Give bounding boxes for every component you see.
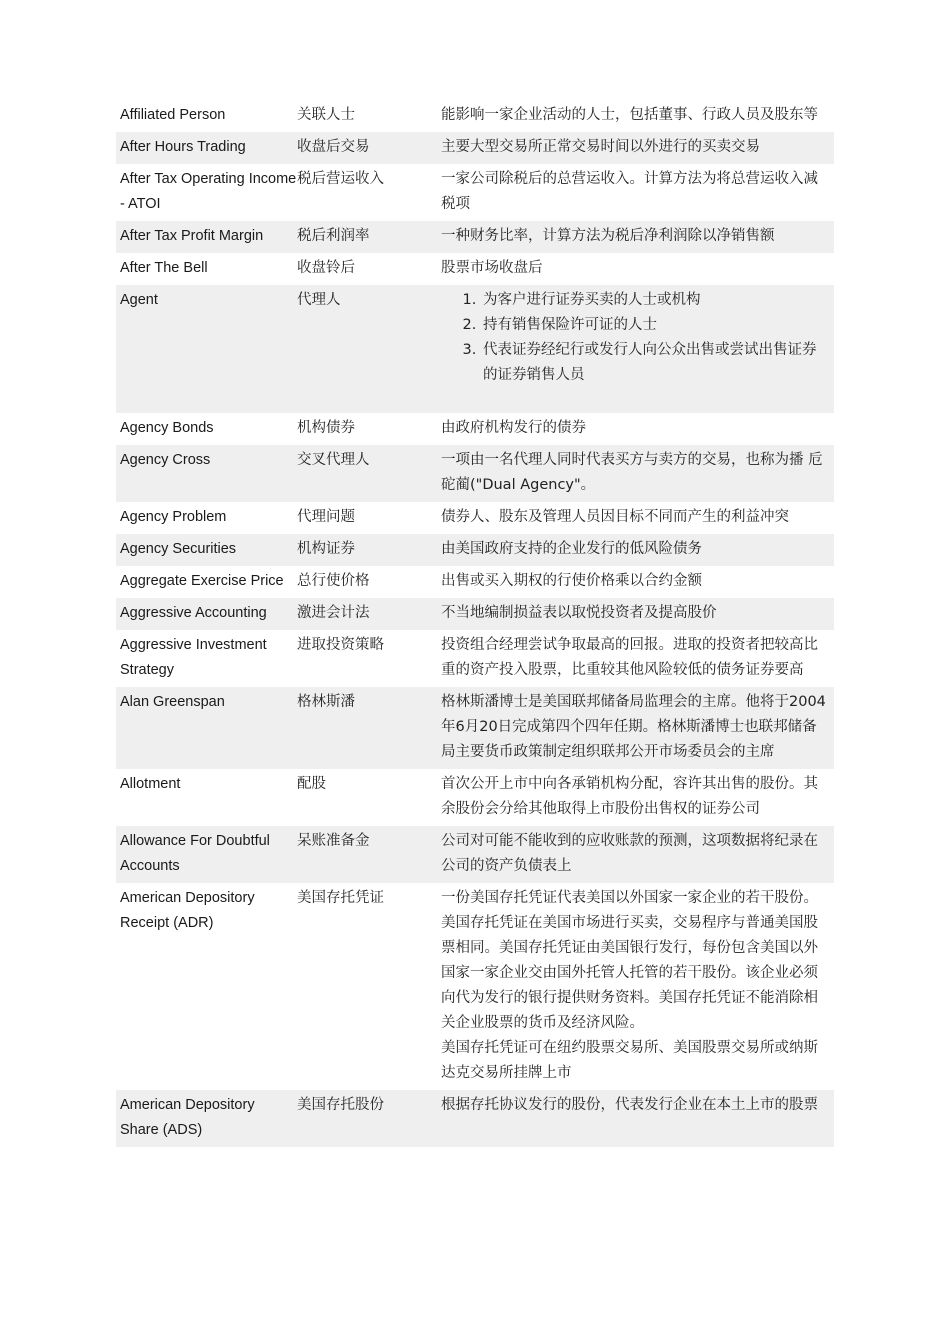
term-zh: 税后利润率 xyxy=(297,228,370,244)
glossary-row xyxy=(116,100,834,132)
term-en: Alan Greenspan xyxy=(120,694,225,710)
glossary-row xyxy=(116,445,834,502)
list-item: 1. 为客户进行证券买卖的人士或机构 xyxy=(481,288,826,313)
term-definition: 主要大型交易所正常交易时间以外进行的买卖交易 xyxy=(441,139,760,155)
term-zh: 激进会计法 xyxy=(297,605,370,621)
term-zh: 总行使价格 xyxy=(297,573,370,589)
term-en: After Tax Profit Margin xyxy=(120,228,264,244)
list-item: 3. 代表证券经纪行或发行人向公众出售或尝试出售证券的证券销售人员 xyxy=(481,338,826,388)
term-zh: 税后营运收入 xyxy=(297,171,384,187)
term-definition: 由政府机构发行的债券 xyxy=(441,420,586,436)
term-zh: 美国存托凭证 xyxy=(297,890,384,906)
glossary-row xyxy=(116,164,834,221)
term-zh: 代理问题 xyxy=(297,509,355,525)
term-definition: 首次公开上市中向各承销机构分配，容许其出售的股份。其余股份会分给其他取得上市股份出售权的证券公司 xyxy=(441,776,818,817)
list-item: 2. 持有销售保险许可证的人士 xyxy=(481,313,826,338)
glossary-row xyxy=(116,534,834,566)
term-en: Agency Securities xyxy=(120,541,237,557)
term-definition: 一份美国存托凭证代表美国以外国家一家企业的若干股份。美国存托凭证在美国市场进行买卖，交易程序与普通美国股票相同。美国存托凭证由美国银行发行，每份包含美国以外国家一家企业交由国外托管人托管的若干股份。该企业必须向代为发行的银行提供财务资料。美国存托凭证不能消除相关企业股票的货币及经济风险。 美国存托凭证可在纽约股票交易所、美国股票交易所或纳斯达克交易所挂牌上市 xyxy=(441,890,818,1081)
term-definition: 公司对可能不能收到的应收账款的预测，这项数据将纪录在公司的资产负债表上 xyxy=(441,833,818,874)
term-definition: 不当地编制损益表以取悦投资者及提高股价 xyxy=(441,605,717,621)
term-definition: 一家公司除税后的总营运收入。计算方法为将总营运收入减税项 xyxy=(441,171,818,212)
glossary-table xyxy=(116,100,834,1147)
definition-list xyxy=(441,288,826,388)
glossary-row xyxy=(116,769,834,826)
term-zh: 机构债券 xyxy=(297,420,355,436)
term-en: Allowance For Doubtful Accounts xyxy=(120,833,270,874)
term-zh: 关联人士 xyxy=(297,107,355,123)
term-en: American Depository Share (ADS) xyxy=(120,1097,255,1138)
term-definition xyxy=(441,288,834,388)
term-zh: 收盘后交易 xyxy=(297,139,370,155)
glossary-row xyxy=(116,883,834,1090)
term-zh: 配股 xyxy=(297,776,326,792)
term-en: American Depository Receipt (ADR) xyxy=(120,890,255,931)
glossary-row xyxy=(116,413,834,445)
term-zh: 呆账准备金 xyxy=(297,833,370,849)
glossary-row xyxy=(116,566,834,598)
term-definition: 一种财务比率，计算方法为税后净利润除以净销售额 xyxy=(441,228,775,244)
glossary-row xyxy=(116,253,834,285)
term-en: Affiliated Person xyxy=(120,107,226,123)
term-definition: 能影响一家企业活动的人士，包括董事、行政人员及股东等 xyxy=(441,107,818,123)
term-en: After Hours Trading xyxy=(120,139,246,155)
term-en: After Tax Operating Income - ATOI xyxy=(120,171,297,212)
term-zh: 代理人 xyxy=(297,292,341,308)
glossary-row xyxy=(116,1090,834,1147)
term-zh: 美国存托股份 xyxy=(297,1097,384,1113)
term-en: Agency Bonds xyxy=(120,420,214,436)
term-zh: 进取投资策略 xyxy=(297,637,384,653)
term-zh: 机构证券 xyxy=(297,541,355,557)
term-definition: 一项由一名代理人同时代表买方与卖方的交易，也称为播 卮 砣蔺("Dual Agency"。 xyxy=(441,452,823,493)
term-en: Aggressive Investment Strategy xyxy=(120,637,267,678)
glossary-row xyxy=(116,221,834,253)
term-definition: 股票市场收盘后 xyxy=(441,260,543,276)
term-definition: 根据存托协议发行的股份，代表发行企业在本土上市的股票 xyxy=(441,1097,818,1113)
term-en: Aggregate Exercise Price xyxy=(120,573,284,589)
term-en: Allotment xyxy=(120,776,181,792)
glossary-row xyxy=(116,132,834,164)
term-zh: 收盘铃后 xyxy=(297,260,355,276)
glossary-row xyxy=(116,285,834,413)
term-definition: 出售或买入期权的行使价格乘以合约金额 xyxy=(441,573,702,589)
glossary-row xyxy=(116,826,834,883)
term-definition: 由美国政府支持的企业发行的低风险债务 xyxy=(441,541,702,557)
glossary-row xyxy=(116,630,834,687)
term-zh: 交叉代理人 xyxy=(297,452,370,468)
term-definition: 格林斯潘博士是美国联邦储备局监理会的主席。他将于2004年6月20日完成第四个四年任期。格林斯潘博士也联邦储备局主要货币政策制定组织联邦公开市场委员会的主席 xyxy=(441,694,826,760)
glossary-row xyxy=(116,598,834,630)
term-en: Agency Cross xyxy=(120,452,211,468)
term-en: Agency Problem xyxy=(120,509,227,525)
term-en: Agent xyxy=(120,292,158,308)
term-definition: 投资组合经理尝试争取最高的回报。进取的投资者把较高比重的资产投入股票，比重较其他风险较低的债务证券要高 xyxy=(441,637,818,678)
term-zh: 格林斯潘 xyxy=(297,694,355,710)
term-en: After The Bell xyxy=(120,260,208,276)
glossary-row xyxy=(116,687,834,769)
term-definition: 债券人、股东及管理人员因目标不同而产生的利益冲突 xyxy=(441,509,789,525)
glossary-row xyxy=(116,502,834,534)
term-en: Aggressive Accounting xyxy=(120,605,267,621)
